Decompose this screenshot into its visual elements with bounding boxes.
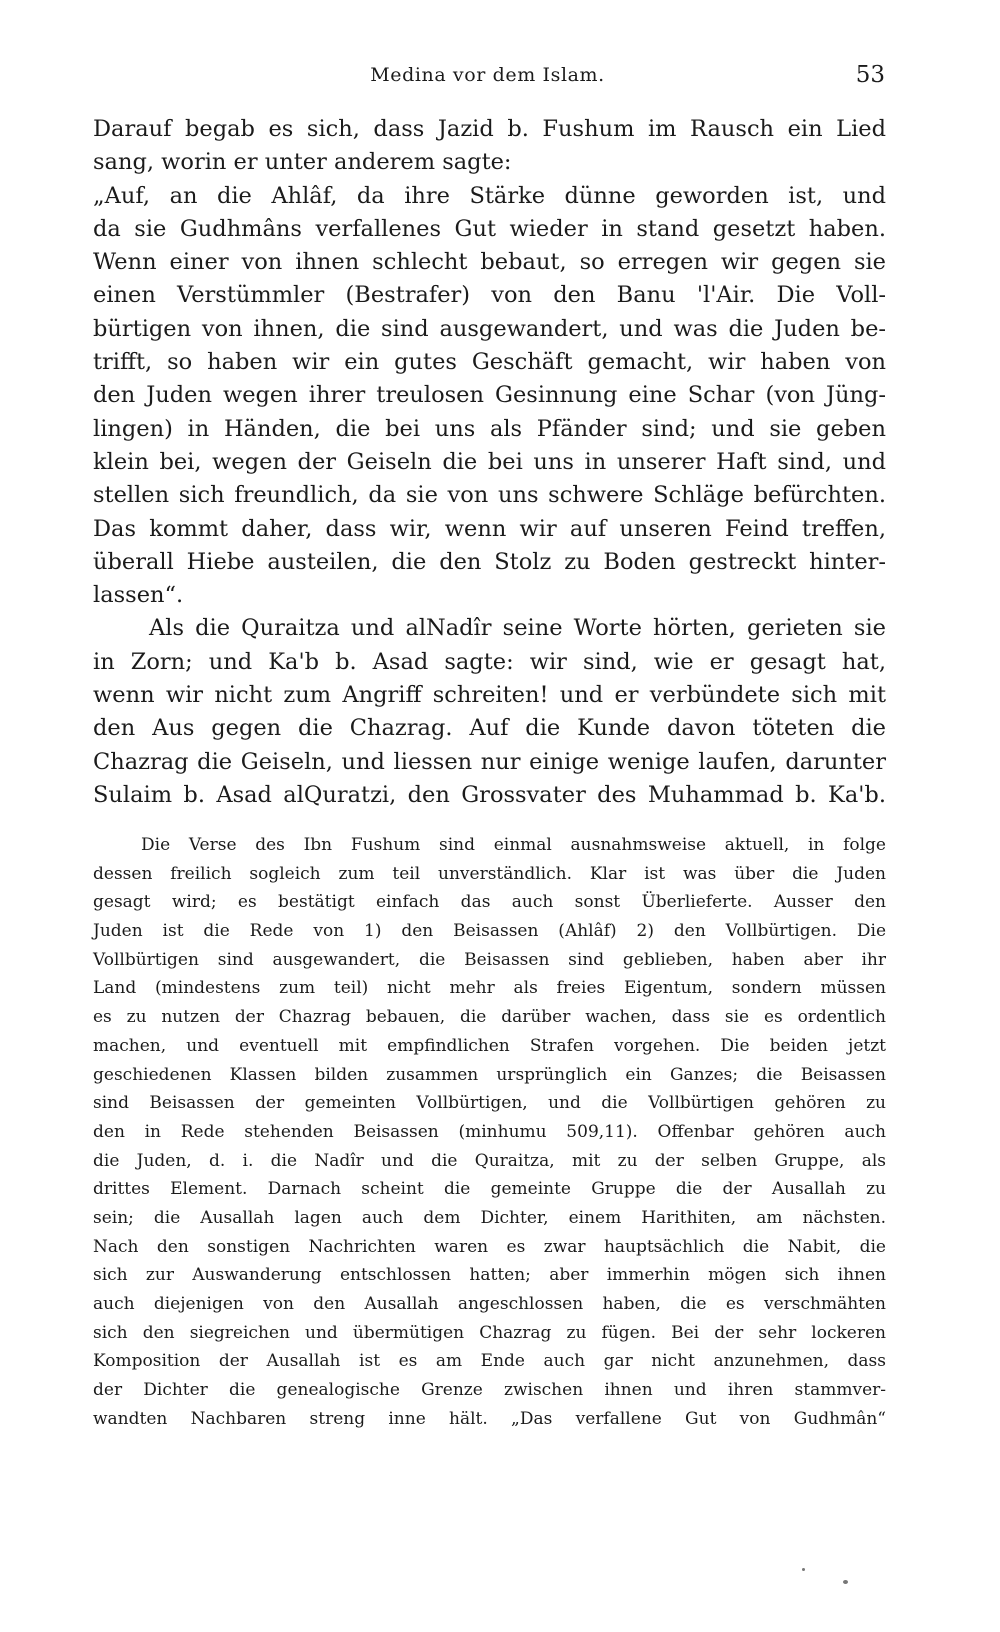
footnote-line: auch diejenigen von den Ausallah angeschlossen haben, die es verschmähten bbox=[93, 1294, 886, 1314]
text-line: überall Hiebe austeilen, die den Stolz zu Boden gestreckt hinter- bbox=[93, 548, 886, 575]
footnote-line: geschiedenen Klassen bilden zusammen ursprünglich ein Ganzes; die Beisassen bbox=[93, 1064, 886, 1085]
footnote-line: die Juden, d. i. die Nadîr und die Quraitza, mit zu der selben Gruppe, als bbox=[93, 1150, 886, 1171]
text-line: in Zorn; und Ka'b b. Asad sagte: wir sind, wie er gesagt hat, bbox=[93, 648, 886, 675]
footnote-line: sich den siegreichen und übermütigen Chazrag zu fügen. Bei der sehr lockeren bbox=[93, 1322, 886, 1343]
text-line: einen Verstümmler (Bestrafer) von den Banu 'l'Air. Die Voll- bbox=[93, 282, 886, 309]
footnote-line: Vollbürtigen sind ausgewandert, die Beisassen sind geblieben, haben aber ihr bbox=[93, 949, 886, 970]
footnote-line: sind Beisassen der gemeinten Vollbürtigen, und die Vollbürtigen gehören zu bbox=[93, 1093, 886, 1114]
text-line: sang, worin er unter anderem sagte: bbox=[93, 149, 512, 176]
text-line: da sie Gudhmâns verfallenes Gut wieder in stand gesetzt haben. bbox=[93, 215, 886, 242]
text-line: lassen“. bbox=[93, 582, 184, 609]
text-line: lingen) in Händen, die bei uns als Pfänder sind; und sie geben bbox=[93, 415, 886, 442]
footnote-line: gesagt wird; es bestätigt einfach das auch sonst Überlieferte. Ausser den bbox=[93, 892, 886, 913]
text-line: Wenn einer von ihnen schlecht bebaut, so erregen wir gegen sie bbox=[93, 249, 886, 276]
footnote-line: es zu nutzen der Chazrag bebauen, die darüber wachen, dass sie es ordentlich bbox=[93, 1007, 886, 1028]
text-line: bürtigen von ihnen, die sind ausgewandert, und was die Juden be- bbox=[93, 315, 886, 342]
print-speck bbox=[802, 1568, 805, 1571]
text-line: klein bei, wegen der Geiseln die bei uns in unserer Haft sind, und bbox=[93, 448, 886, 475]
footnote-line: der Dichter die genealogische Grenze zwischen ihnen und ihren stammver- bbox=[93, 1380, 886, 1401]
footnote-line: sich zur Auswanderung entschlossen hatten; aber immerhin mögen sich ihnen bbox=[93, 1265, 886, 1286]
text-line: Als die Quraitza und alNadîr seine Worte hörten, gerieten sie bbox=[149, 615, 886, 642]
footnote-line: den in Rede stehenden Beisassen (minhumu 509,11). Offenbar gehören auch bbox=[93, 1121, 886, 1142]
page-number: 53 bbox=[855, 62, 885, 88]
running-head bbox=[90, 62, 885, 92]
footnote-line: Land (mindestens zum teil) nicht mehr als freies Eigentum, sondern müssen bbox=[93, 978, 886, 999]
text-line: „Auf, an die Ahlâf, da ihre Stärke dünne geworden ist, und bbox=[93, 182, 886, 209]
footnote-line: wandten Nachbaren streng inne hält. „Das verfallene Gut von Gudhmân“ bbox=[93, 1408, 886, 1429]
footnote-line: dessen freilich sogleich zum teil unverständlich. Klar ist was über die Juden bbox=[93, 863, 886, 884]
text-line: den Aus gegen die Chazrag. Auf die Kunde davon töteten die bbox=[93, 715, 886, 742]
footnote-line: sein; die Ausallah lagen auch dem Dichter, einem Harithiten, am nächsten. bbox=[93, 1207, 886, 1228]
running-title: Medina vor dem Islam. bbox=[370, 64, 605, 86]
footnote-line: Juden ist die Rede von 1) den Beisassen (Ahlâf) 2) den Vollbürtigen. Die bbox=[93, 921, 886, 942]
text-line: Das kommt daher, dass wir, wenn wir auf unseren Feind treffen, bbox=[93, 515, 886, 542]
text-line: Darauf begab es sich, dass Jazid b. Fushum im Rausch ein Lied bbox=[93, 116, 886, 142]
text-line: wenn wir nicht zum Angriff schreiten! und er verbündete sich mit bbox=[93, 682, 886, 709]
print-speck bbox=[843, 1580, 848, 1584]
footnote-line: Die Verse des Ibn Fushum sind einmal ausnahmsweise aktuell, in folge bbox=[141, 835, 886, 855]
footnote-line: machen, und eventuell mit empfindlichen Strafen vorgehen. Die beiden jetzt bbox=[93, 1035, 886, 1056]
text-line: Chazrag die Geiseln, und liessen nur einige wenige laufen, darunter bbox=[93, 748, 886, 775]
text-line: den Juden wegen ihrer treulosen Gesinnung eine Schar (von Jüng- bbox=[93, 382, 886, 409]
text-line: Sulaim b. Asad alQuratzi, den Grossvater des Muhammad b. Ka'b. bbox=[93, 781, 886, 808]
footnote-line: drittes Element. Darnach scheint die gemeinte Gruppe die der Ausallah zu bbox=[93, 1179, 886, 1200]
footnote bbox=[93, 831, 886, 1433]
main-text bbox=[93, 113, 886, 812]
text-line: trifft, so haben wir ein gutes Geschäft gemacht, wir haben von bbox=[93, 349, 886, 376]
text-line: stellen sich freundlich, da sie von uns schwere Schläge befürchten. bbox=[93, 482, 886, 509]
footnote-line: Nach den sonstigen Nachrichten waren es zwar hauptsächlich die Nabit, die bbox=[93, 1236, 886, 1257]
footnote-line: Komposition der Ausallah ist es am Ende auch gar nicht anzunehmen, dass bbox=[93, 1351, 886, 1372]
